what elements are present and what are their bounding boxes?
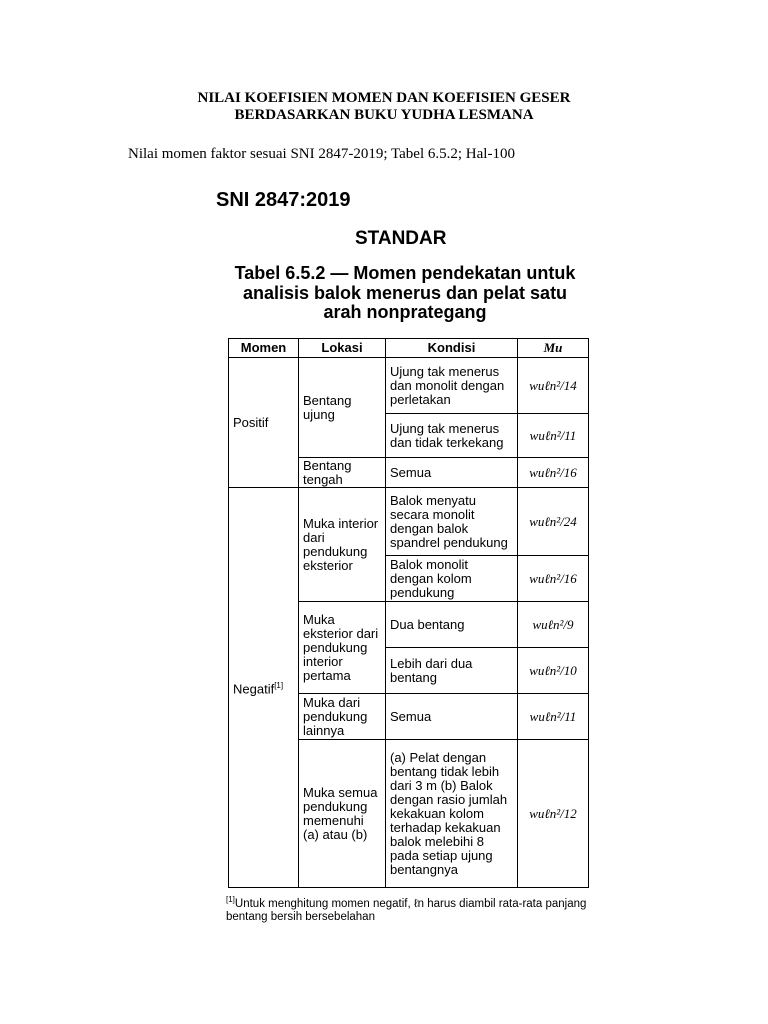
kondisi-cell: Lebih dari dua bentang xyxy=(386,648,518,694)
kondisi-cell: Balok menyatu secara monolit dengan balok spandrel pendukung xyxy=(386,488,518,556)
header-mu: Mu xyxy=(518,339,589,358)
mu-value: wuℓn²/14 xyxy=(518,358,589,414)
table-header-row xyxy=(229,339,589,358)
mu-value: wuℓn²/16 xyxy=(518,556,589,602)
lokasi-muka-semua: Muka semua pendukung memenuhi (a) atau (b) xyxy=(299,740,386,888)
footnote-marker: [1] xyxy=(226,895,235,904)
mu-value: wuℓn²/16 xyxy=(518,458,589,488)
momen-positif: Positif xyxy=(229,358,299,488)
kondisi-cell: Dua bentang xyxy=(386,602,518,648)
kondisi-cell: Semua xyxy=(386,458,518,488)
moment-table xyxy=(228,338,589,888)
table-caption-line1: Tabel 6.5.2 — Momen pendekatan untuk xyxy=(234,263,576,283)
table-caption-line3: arah nonprategang xyxy=(323,302,487,322)
kondisi-cell: Ujung tak menerus dan tidak terkekang xyxy=(386,414,518,458)
header-lokasi: Lokasi xyxy=(299,339,386,358)
kondisi-cell: Ujung tak menerus dan monolit dengan perletakan xyxy=(386,358,518,414)
mu-value: wuℓn²/10 xyxy=(518,648,589,694)
lokasi-bentang-tengah: Bentang tengah xyxy=(299,458,386,488)
mu-value: wuℓn²/11 xyxy=(518,694,589,740)
document-title-line2: BERDASARKAN BUKU YUDHA LESMANA xyxy=(234,107,534,123)
table-footnote: [1]Untuk menghitung momen negatif, ℓn harus diambil rata-rata panjang bentang bersih bersebelahan xyxy=(226,895,587,923)
intro-text: Nilai momen faktor sesuai SNI 2847-2019; Tabel 6.5.2; Hal-100 xyxy=(128,146,515,162)
table-row xyxy=(229,358,589,414)
lokasi-muka-interior: Muka interior dari pendukung eksterior xyxy=(299,488,386,602)
kondisi-cell: Semua xyxy=(386,694,518,740)
document-title-line1: NILAI KOEFISIEN MOMEN DAN KOEFISIEN GESER xyxy=(197,90,571,106)
standard-label: STANDAR xyxy=(355,228,447,249)
mu-value: wuℓn²/9 xyxy=(518,602,589,648)
mu-value: wuℓn²/12 xyxy=(518,740,589,888)
momen-negatif: Negatif[1] xyxy=(229,488,299,888)
lokasi-muka-lainnya: Muka dari pendukung lainnya xyxy=(299,694,386,740)
header-momen: Momen xyxy=(229,339,299,358)
mu-value: wuℓn²/11 xyxy=(518,414,589,458)
table-row xyxy=(229,488,589,556)
lokasi-bentang-ujung: Bentang ujung xyxy=(299,358,386,458)
table-caption-line2: analisis balok menerus dan pelat satu xyxy=(242,283,568,303)
kondisi-cell: Balok monolit dengan kolom pendukung xyxy=(386,556,518,602)
kondisi-cell: (a) Pelat dengan bentang tidak lebih dari 3 m (b) Balok dengan rasio jumlah kekakuan kolom terhadap kekakuan balok melebihi 8 pada setiap ujung bentangnya xyxy=(386,740,518,888)
header-kondisi: Kondisi xyxy=(386,339,518,358)
lokasi-muka-eksterior: Muka eksterior dari pendukung interior pertama xyxy=(299,602,386,694)
negatif-footnote-ref: [1] xyxy=(274,680,284,690)
mu-value: wuℓn²/24 xyxy=(518,488,589,556)
standard-code: SNI 2847:2019 xyxy=(216,189,351,211)
